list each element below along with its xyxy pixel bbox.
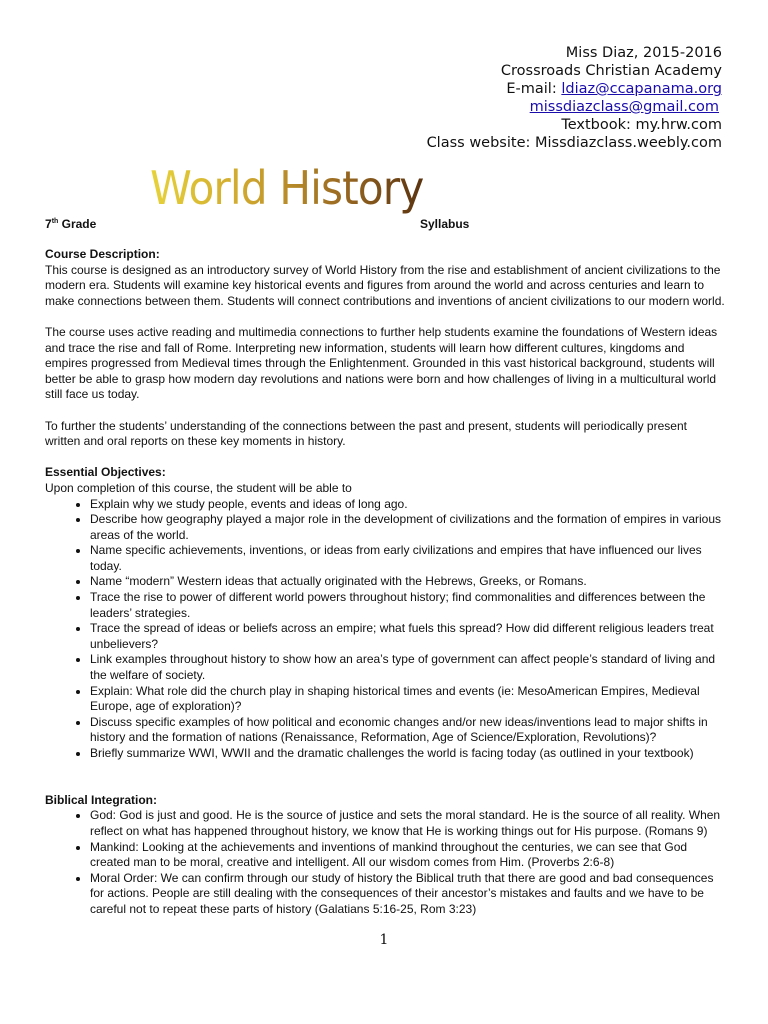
school-line: Crossroads Christian Academy	[500, 63, 722, 79]
textbook-line: Textbook: my.hrw.com	[561, 117, 722, 133]
email-line	[427, 80, 722, 98]
list-item: • Moral Order: We can confirm through our study of history the Biblical truth that there are good and bad consequences for actions. People are still dealing with the consequences of their ancestor’s mistakes and faults and we have to be careful not to repeat these parts of history (Galatians 5:16-25, Rom 3:23)	[90, 871, 725, 918]
list-item: • Explain: What role did the church play in shaping historical times and events (ie: MesoAmerican Empires, Medieval Europe, age of exploration)?	[90, 684, 725, 715]
biblical-heading: Biblical Integration:	[45, 792, 158, 807]
course-description-para-1: This course is designed as an introductory survey of World History from the rise and establishment of ancient civilizations to the modern era. Students will examine key historical events and figures from around the world and across centuries and learn to make connections between them. Students will connect contributions and inventions of ancient civilizations to our modern world.	[45, 262, 725, 308]
list-item: • Link examples throughout history to show how an area’s type of government can affect people’s standard of living and the welfare of society.	[90, 652, 725, 683]
grade-number: 7	[45, 217, 52, 231]
page-title: World History	[150, 161, 424, 215]
biblical-list	[45, 808, 725, 917]
course-description-para-2: The course uses active reading and multimedia connections to further help students examine the foundations of Western ideas and trace the rise and fall of Rome. Interpreting new information, students will learn how different cultures, kingdoms and empires progressed from Medieval times through the Enlightenment. Grounded in this vast historical background, students will better be able to grasp how modern day revolutions and nations were born and how challenges of living in a multicultural world still face us today.	[45, 324, 718, 402]
website-line: Class website: Missdiazclass.weebly.com	[426, 135, 722, 151]
list-item: • Trace the rise to power of different world powers throughout history; find commonalities and differences between the leaders’ strategies.	[90, 590, 725, 621]
objectives-heading: Essential Objectives:	[45, 465, 166, 480]
course-description-heading: Course Description:	[45, 247, 160, 261]
objectives-intro: Upon completion of this course, the student will be able to	[45, 480, 352, 495]
grade-word: Grade	[58, 217, 97, 231]
email-link-1[interactable]: ldiaz@ccapanama.org	[561, 81, 722, 97]
document-body	[45, 247, 725, 918]
list-item: • Explain why we study people, events and ideas of long ago.	[90, 497, 725, 513]
syllabus-label: Syllabus	[420, 217, 470, 231]
list-item: • Name “modern” Western ideas that actually originated with the Hebrews, Greeks, or Romans.	[90, 574, 725, 590]
list-item: • Discuss specific examples of how political and economic changes and/or new ideas/inventions lead to major shifts in history and the formation of nations (Renaissance, Reformation, Age of Science/Exploration, Revolutions)?	[90, 715, 725, 746]
email-link-2[interactable]: missdiazclass@gmail.com	[529, 99, 719, 115]
course-description-para-3: To further the students’ understanding of the connections between the past and present, students will periodically present written and oral reports on these key moments in history.	[45, 418, 687, 449]
page-number: 1	[379, 932, 389, 948]
list-item: • Mankind: Looking at the achievements and inventions of mankind throughout the centuries, we can see that God created man to be moral, creative and intelligent. All our wisdom comes from Him. (Proverbs 2:6-8)	[90, 840, 725, 871]
list-item: • Describe how geography played a major role in the development of civilizations and the formation of empires in various areas of the world.	[90, 512, 725, 543]
email-label: E-mail:	[506, 81, 562, 97]
header-contact-block	[427, 44, 722, 152]
grade-label	[45, 217, 96, 231]
email-line-2	[427, 98, 722, 116]
list-item: • God: God is just and good. He is the source of justice and sets the moral standard. He is the source of all reality. When reflect on what has happened throughout history, we know that He is working things out for His purpose. (Romans 9)	[90, 808, 725, 839]
list-item: • Name specific achievements, inventions, or ideas from early civilizations and empires that have influenced our lives today.	[90, 543, 725, 574]
grade-suffix: th	[51, 218, 59, 225]
teacher-line: Miss Diaz, 2015-2016	[565, 45, 722, 61]
objectives-list	[45, 497, 725, 762]
list-item: • Briefly summarize WWI, WWII and the dramatic challenges the world is facing today (as outlined in your textbook)	[90, 746, 725, 762]
list-item: • Trace the spread of ideas or beliefs across an empire; what fuels this spread? How did different religious leaders treat unbelievers?	[90, 621, 725, 652]
